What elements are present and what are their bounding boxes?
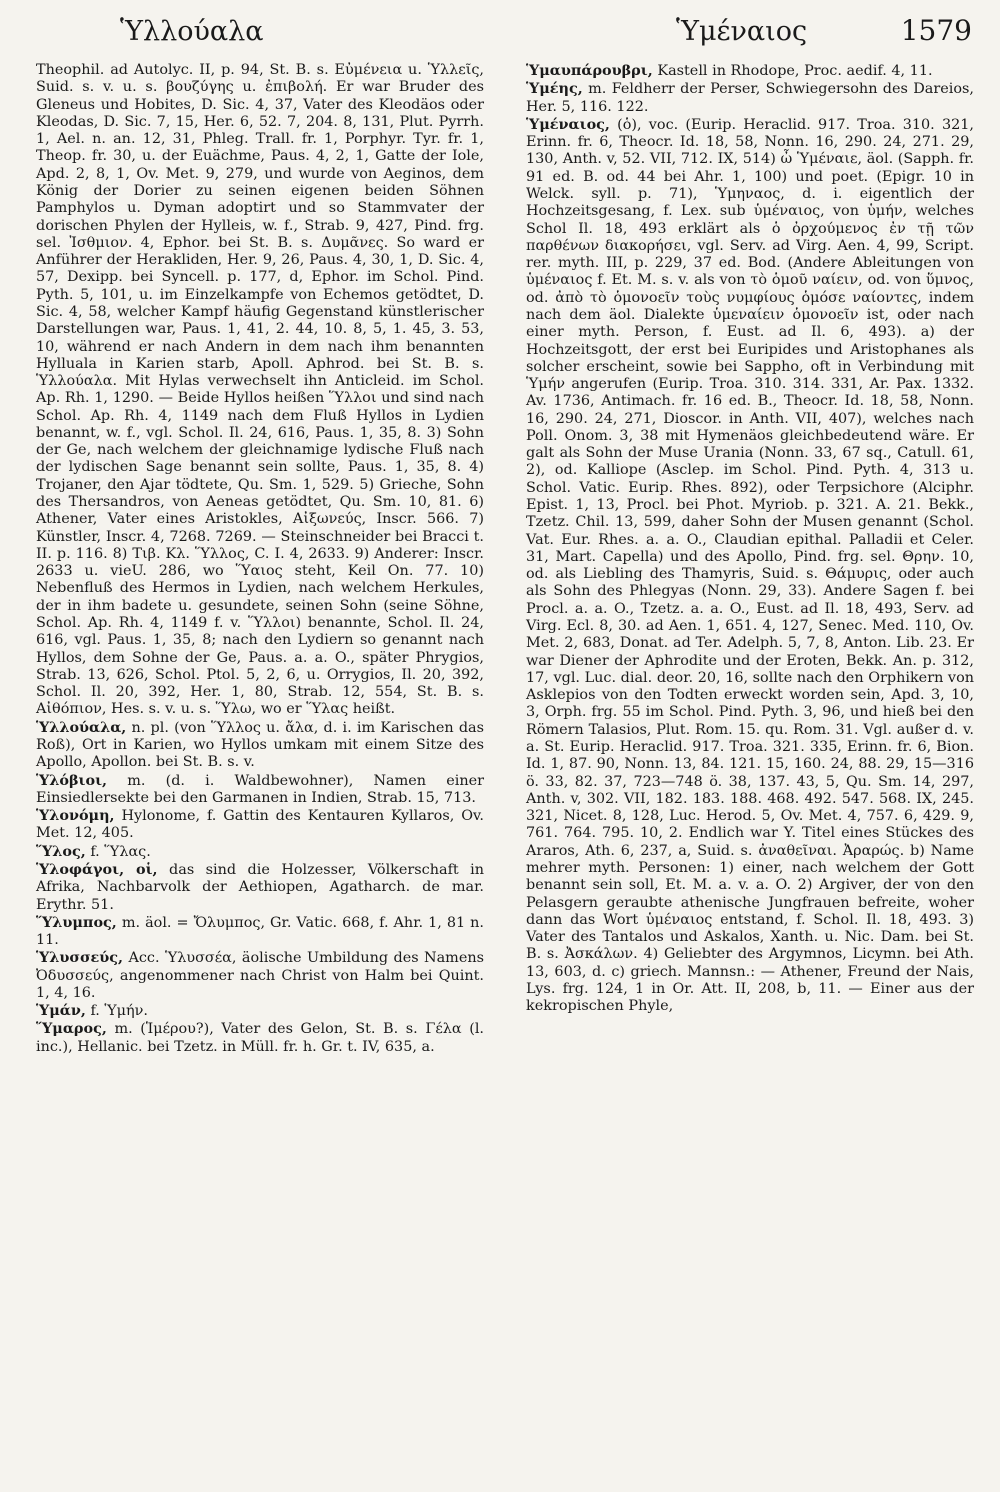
- entry-text: m. (Ἱμέρου?), Vater des Gelon, St. B. s. Γέλα (l. inc.), Hellanic. bei Tzetz. in Müll. fr. h. Gr. t. IV, 635, a.: [36, 1021, 484, 1055]
- entry-text: das sind die Holzesser, Völkerschaft in Afrika, Nachbarvolk der Aethiopen, Agatharch. de mar. Erythr. 51.: [36, 861, 484, 913]
- entry-headword: Ὑλονόμη,: [36, 807, 115, 825]
- right-column: [526, 62, 974, 1015]
- entry-headword: Ὑλλούαλα,: [36, 718, 127, 736]
- dictionary-entry: [36, 772, 484, 808]
- entry-text: Kastell in Rhodope, Proc. aedif. 4, 11.: [657, 63, 933, 79]
- entry-headword: Ὕμαρος,: [36, 1020, 107, 1038]
- entry-headword: Ὑμέναιος,: [526, 115, 610, 133]
- entry-text: f. Ὑμήν.: [90, 1003, 148, 1020]
- dictionary-entry: [36, 1020, 484, 1056]
- dictionary-entry: [526, 80, 974, 116]
- entry-headword: Ὑμέης,: [526, 80, 583, 98]
- entry-headword: Ὑμαυπάρουβρι,: [526, 62, 653, 79]
- entry-text: Hylonome, f. Gattin des Kentauren Kyllaros, Ov. Met. 12, 405.: [36, 808, 484, 842]
- entry-headword: Ὑλόβιοι,: [36, 771, 108, 789]
- entry-text: n. pl. (von Ὕλλος u. ἄλα, d. i. im Karischen das Roß), Ort in Karien, wo Hyllos umkam mit einem Sitze des Apollo, Apollon. bei St. B. s. v.: [36, 719, 485, 771]
- entry-text: (ὁ), voc. (Eurip. Heraclid. 917. Troa. 310. 321, Erinn. fr. 6, Theocr. Id. 18, 58, Nonn. 16, 290. 24, 271. 29, 130, Anth. v, 52. VII, 712. IX, 514) ὦ Ὑμέναιε, äol. (Sapph. fr. 91 ed. B. od. 44 bei Ahr. 1, 100) und poet. (Epigr. 10 in Welck. syll. p. 71), Ὑμηναος, d. i. eigentlich der Hochzeitsgesang, f. Lex. sub ὑμέναιος, von ὑμήν, welches Schol Il. 18, 493 erklärt als ὁ ὀρχούμενος ἐν τῇ τῶν παρθένων διακορήσει, vgl. Serv. ad Virg. Aen. 4, 99, Script. rer. myth. III, p. 229, 37 ed. Bod. (Andere Ableitungen von ὑμέναιος f. Et. M. s. v. als von τὸ ὁμοῦ ναίειν, od. von ὕμνος, od. ἀπὸ τὸ ὁμονοεῖν τοὺς νυμφίους ὁμόσε ναίοντες, indem nach dem äol. Dialekte ὑμεναίειν ὁμονοεῖν ist, oder nach einer myth. Person, f. Eust. ad Il. 6, 493). a) der Hochzeitsgott, der erst bei Euripides und Aristophanes als solcher erscheint, sowie bei Sappho, oft in Verbindung mit Ὑμήν angerufen (Eurip. Troa. 310. 314. 331, Ar. Pax. 1332. Av. 1736, Antimach. fr. 16 ed. B., Theocr. Id. 18, 58, Nonn. 16, 290. 24, 271, Dioscor. in Anth. VII, 407), welches nach Poll. Onom. 3, 38 mit Hymenäos gleichbedeutend wäre. Er galt als Sohn der Muse Urania (Nonn. 33, 67 sq., Catull. 61, 2), od. Kalliope (Asclep. im Schol. Pind. Pyth. 4, 313 u. Schol. Vatic. Eurip. Rhes. 892), oder Terpsichore (Alciphr. Epist. 1, 13, Procl. bei Phot. Myriob. p. 321. A. 21. Bekk., Tzetz. Chil. 13, 599, daher Sohn der Musen genannt (Schol. Vat. Eur. Rhes. a. a. O., Claudian epithal. Palladii et Celer. 31, Mart. Capella) und des Apollo, Pind. frg. sel. Θρην. 10, od. als Liebling des Thamyris, Suid. s. Θάμυρις, oder auch als Sohn des Phlegyas (Nonn. 29, 33). Andere Sagen f. bei Procl. a. a. O., Tzetz. a. a. O., Eust. ad Il. 18, 493, Serv. ad Virg. Ecl. 8, 30. ad Aen. 1, 651. 4, 127, Senec. Med. 110, Ov. Met. 2, 683, Donat. ad Ter. Adelph. 5, 7, 8, Anton. Lib. 23. Er war Diener der Aphrodite und der Eroten, Bekk. An. p. 312, 17, vgl. Luc. dial. deor. 20, 16, sollte nach den Orphikern von Asklepios von den Todten erweckt worden sein, Apd. 3, 10, 3, Orph. frg. 55 im Schol. Pind. Pyth. 3, 96, und hieß bei den Römern Talasios, Plut. Rom. 15. qu. Rom. 31. Vgl. außer d. v. a. St. Eurip. Heraclid. 917. Troa. 321. 335, Erinn. fr. 6, Bion. Id. 1, 87. 90, Nonn. 13, 84. 121. 15, 160. 24, 88. 29, 15—316 ö. 33, 82. 37, 723—748 ö. 38, 137. 43, 5, Qu. Sm. 14, 297, Anth. v, 302. VII, 182. 183. 188. 468. 492. 547. 568. IX, 245. 321, Nicet. 8, 128, Luc. Herod. 5, Ov. Met. 4, 757. 6, 429. 9, 761. 764. 795. 10, 2. Endlich war Y. Titel eines Stückes des Araros, Ath. 6, 237, a, Suid. s. ἀναθεῖναι. Ἀραρώς. b) Name mehrer myth. Personen: 1) einer, nach welchem der Gott benannt sein soll, Et. M. a. v. a. O. 2) Argiver, der von den Pelasgern geraubte athenische Jungfrauen befreite, woher dann das Wort ὑμέναιος entstand, f. Schol. Il. 18, 493. 3) Vater des Tantalos und Askalos, Xanth. u. Nic. Dam. bei St. B. s. Ἀσκάλων. 4) Geliebter des Argymnos, Licymn. bei Ath. 13, 603, d. c) griech. Mannsn.: — Athener, Freund der Nais, Lys. frg. 124, 1 in Or. Att. II, 208, b, 11. — Einer aus der kekropischen Phyle,: [526, 116, 974, 1015]
- entry-text: Acc. Ὑλυσσέα, äolische Umbildung des Namens Ὀδυσσεύς, angenommener nach Christ von Halm bei Quint. 1, 4, 16.: [36, 950, 485, 1001]
- left-column: [36, 62, 484, 1056]
- dictionary-entry: [36, 914, 484, 950]
- entry-text: m. Feldherr der Perser, Schwiegersohn des Dareios, Her. 5, 116. 122.: [526, 81, 975, 115]
- page-header: [36, 14, 976, 54]
- entry-headword: Ὕλος,: [36, 842, 86, 860]
- entry-headword: Ὑλοφάγοι, οἱ,: [36, 860, 158, 878]
- dictionary-entry: [526, 62, 974, 80]
- dictionary-entry: [36, 1002, 484, 1020]
- dictionary-entry: [36, 807, 484, 843]
- dictionary-entry: [36, 861, 484, 914]
- entry-headword: Ὑλυσσεύς,: [36, 949, 124, 967]
- entry-text: f. Ὕλας.: [90, 843, 151, 860]
- header-left-catchword: Ὑλλούαλα: [120, 16, 264, 47]
- entry-text: m. äol. = Ὄλυμπος, Gr. Vatic. 668, f. Ahr. 1, 81 n. 11.: [36, 914, 484, 949]
- entry-text: Theophil. ad Autolyc. II, p. 94, St. B. s. Εὐμένεια u. Ὑλλεῖς, Suid. s. v. u. s. βουζύγης u. ἐπιβολή. Er war Bruder des Gleneus und Hobites, D. Sic. 4, 37, Vater des Kleodäos oder Kleodas, D. Sic. 7, 15, Her. 6, 52. 7, 204. 8, 131, Plut. Pyrrh. 1, Ael. n. an. 12, 31, Phleg. Trall. fr. 1, Porphyr. Tyr. fr. 1, Theop. fr. 30, u. der Euächme, Paus. 4, 2, 1, Gatte der Iole, Apd. 2, 8, 1, Ov. Met. 9, 279, und wurde von Aeginos, dem König der Dorier zu seinen eigenen beiden Söhnen Pamphylos u. Dyman adoptirt und so Stammvater der dorischen Phylen der Hylleis, w. f., Strab. 9, 427, Pind. frg. sel. Ἰσθμιον. 4, Ephor. bei St. B. s. Δυμᾶνες. So ward er Anführer der Herakliden, Her. 9, 26, Paus. 4, 30, 1, D. Sic. 4, 57, Dexipp. bei Syncell. p. 177, d, Ephor. im Schol. Pind. Pyth. 5, 101, u. im Einzelkampfe von Echemos getödtet, D. Sic. 4, 58, welcher Kampf häufig Gegenstand künstlerischer Darstellungen war, Paus. 1, 41, 2. 44, 10. 8, 5, 1. 45, 3. 53, 10, während er nach Andern in dem nach ihm benannten Hyllualа in Karien starb, Apoll. Aphrod. bei St. B. s. Ὑλλούαλα. Mit Hylas verwechselt ihn Anticleid. im Schol. Ap. Rh. 1, 1290. — Beide Hyllos heißen Ὕλλοι und sind nach Schol. Ap. Rh. 4, 1149 nach dem Fluß Hyllos in Lydien benannt, w. f., vgl. Schol. Il. 24, 616, Paus. 1, 35, 8. 3) Sohn der Ge, nach welchem der gleichnamige lydische Fluß nach der lydischen Sage benannt sein sollte, Paus. 1, 35, 8. 4) Trojaner, den Ajar tödtete, Qu. Sm. 1, 529. 5) Grieche, Sohn des Thersandros, von Aeneas getödtet, Qu. Sm. 10, 81. 6) Athener, Vater eines Aristokles, Αἰξωνεύς, Inscr. 566. 7) Künstler, Inscr. 4, 7268. 7269. — Steinschneider bei Bracci t. II. p. 116. 8) Τιβ. Κλ. Ὕλλος, C. I. 4, 2633. 9) Anderer: Inscr. 2633 u. vieU. 286, wo Ὕαιος steht, Keil On. 77. 10) Nebenfluß des Hermos in Lydien, nach welchem Herkules, der in ihm badete u. gesundete, seinen Sohn (seine Söhne, Schol. Ap. Rh. 4, 1149 f. v. Ὕλλοι) benannte, Schol. Il. 24, 616, vgl. Paus. 1, 35, 8; nach den Lydiern so genannt nach Hyllos, dem Sohne der Ge, Paus. a. a. O., später Phrygios, Strab. 13, 626, Schol. Ptol. 5, 2, 6, u. Orrygios, Il. 20, 392, Schol. Il. 20, 392, Her. 1, 80, Strab. 12, 554, St. B. s. Αἰθόπιον, Hes. s. v. u. s. Ὕλω, wo er Ὕλας heißt.: [36, 62, 484, 718]
- header-right-catchword: Ὑμέναιος: [676, 16, 808, 47]
- entry-text: m. (d. i. Waldbewohner), Namen einer Einsiedlersekte bei den Garmanen in Indien, Strab. 15, 713.: [36, 772, 484, 806]
- dictionary-entry: [36, 719, 484, 772]
- dictionary-entry: [526, 116, 974, 1016]
- entry-headword: Ὑμάν,: [36, 1002, 86, 1020]
- dictionary-entry: [36, 843, 484, 861]
- dictionary-entry: [36, 949, 484, 1002]
- page-number: 1579: [900, 14, 972, 47]
- entry-headword: Ὕλυμπος,: [36, 913, 117, 931]
- dictionary-entry: [36, 62, 484, 719]
